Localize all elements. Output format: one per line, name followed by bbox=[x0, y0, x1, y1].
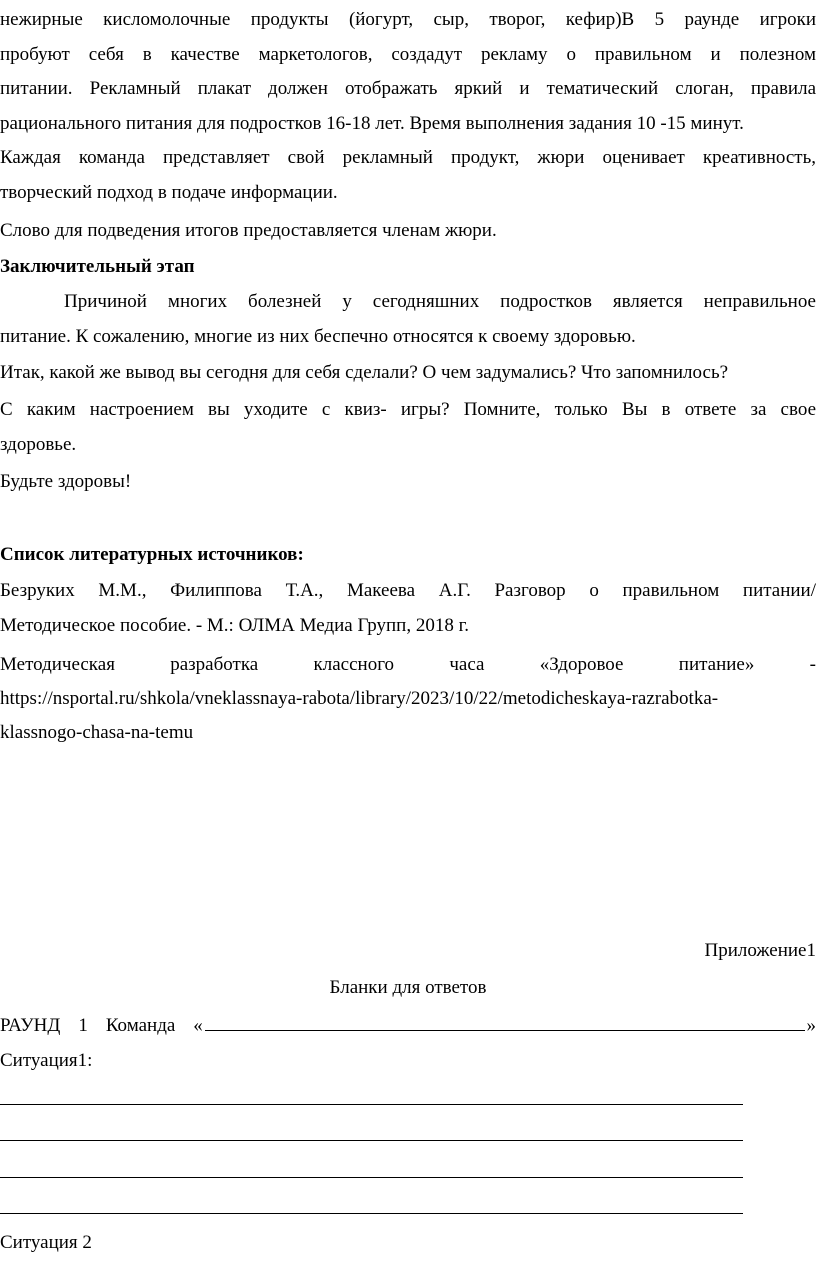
situation-1-label: Ситуация1: bbox=[0, 1050, 93, 1071]
final-stage-heading: Заключительный этап bbox=[0, 256, 195, 277]
situation-1-answer-line-1[interactable] bbox=[0, 1104, 743, 1105]
round-label: РАУНД bbox=[0, 1015, 61, 1036]
final-stage-line-1: Причиной многих болезней у сегодняшних подростков является неправильное bbox=[64, 291, 816, 312]
team-label: Команда bbox=[105, 1015, 176, 1036]
body-line-6: творческий подход в подаче информации. bbox=[0, 182, 338, 203]
body-line-5: Каждая команда представляет свой рекламный продукт, жюри оценивает креативность, bbox=[0, 147, 816, 168]
round-team-line bbox=[0, 1010, 816, 1040]
references-heading: Список литературных источников: bbox=[0, 544, 304, 565]
body-line-4: рационального питания для подростков 16-18 лет. Время выполнения задания 10 -15 минут. bbox=[0, 113, 744, 134]
situation-2-label: Ситуация 2 bbox=[0, 1232, 92, 1253]
final-stage-line-5: здоровье. bbox=[0, 434, 77, 455]
final-stage-line-3: Итак, какой же вывод вы сегодня для себя сделали? О чем задумались? Что запомнилось? bbox=[0, 362, 729, 383]
reference-2-line-1: Методическая разработка классного часа «Здоровое питание» - bbox=[0, 654, 816, 675]
farewell-line: Будьте здоровы! bbox=[0, 471, 132, 492]
body-line-2: пробуют себя в качестве маркетологов, создадут рекламу о правильном и полезном bbox=[0, 44, 816, 65]
reference-1-line-2: Методическое пособие. - М.: ОЛМА Медиа Групп, 2018 г. bbox=[0, 615, 469, 636]
body-line-1: нежирные кисломолочные продукты (йогурт, сыр, творог, кефир)В 5 раунде игроки bbox=[0, 9, 816, 30]
appendix-title: Бланки для ответов bbox=[329, 977, 487, 998]
reference-1-line-1: Безруких М.М., Филиппова Т.А., Макеева А.Г. Разговор о правильном питании/ bbox=[0, 580, 816, 601]
team-name-blank[interactable] bbox=[205, 1010, 805, 1031]
final-stage-line-2: питание. К сожалению, многие из них беспечно относятся к своему здоровью. bbox=[0, 326, 636, 347]
round-number: 1 bbox=[78, 1015, 88, 1036]
reference-2-url-line-1[interactable]: https://nsportal.ru/shkola/vneklassnaya-rabota/library/2023/10/22/metodicheskaya-razrabotka- bbox=[0, 688, 719, 709]
reference-2-url-line-2[interactable]: klassnogo-chasa-na-temu bbox=[0, 722, 194, 743]
quote-close: » bbox=[806, 1015, 816, 1036]
appendix-label: Приложение1 bbox=[704, 940, 816, 961]
situation-1-answer-line-4[interactable] bbox=[0, 1213, 743, 1214]
final-stage-line-4: С каким настроением вы уходите с квиз- игры? Помните, только Вы в ответе за свое bbox=[0, 399, 816, 420]
situation-1-answer-line-2[interactable] bbox=[0, 1140, 743, 1141]
quote-open: « bbox=[193, 1015, 203, 1036]
situation-1-answer-line-3[interactable] bbox=[0, 1177, 743, 1178]
jury-summary-line: Слово для подведения итогов предоставляется членам жюри. bbox=[0, 220, 497, 241]
body-line-3: питании. Рекламный плакат должен отображать яркий и тематический слоган, правила bbox=[0, 78, 816, 99]
